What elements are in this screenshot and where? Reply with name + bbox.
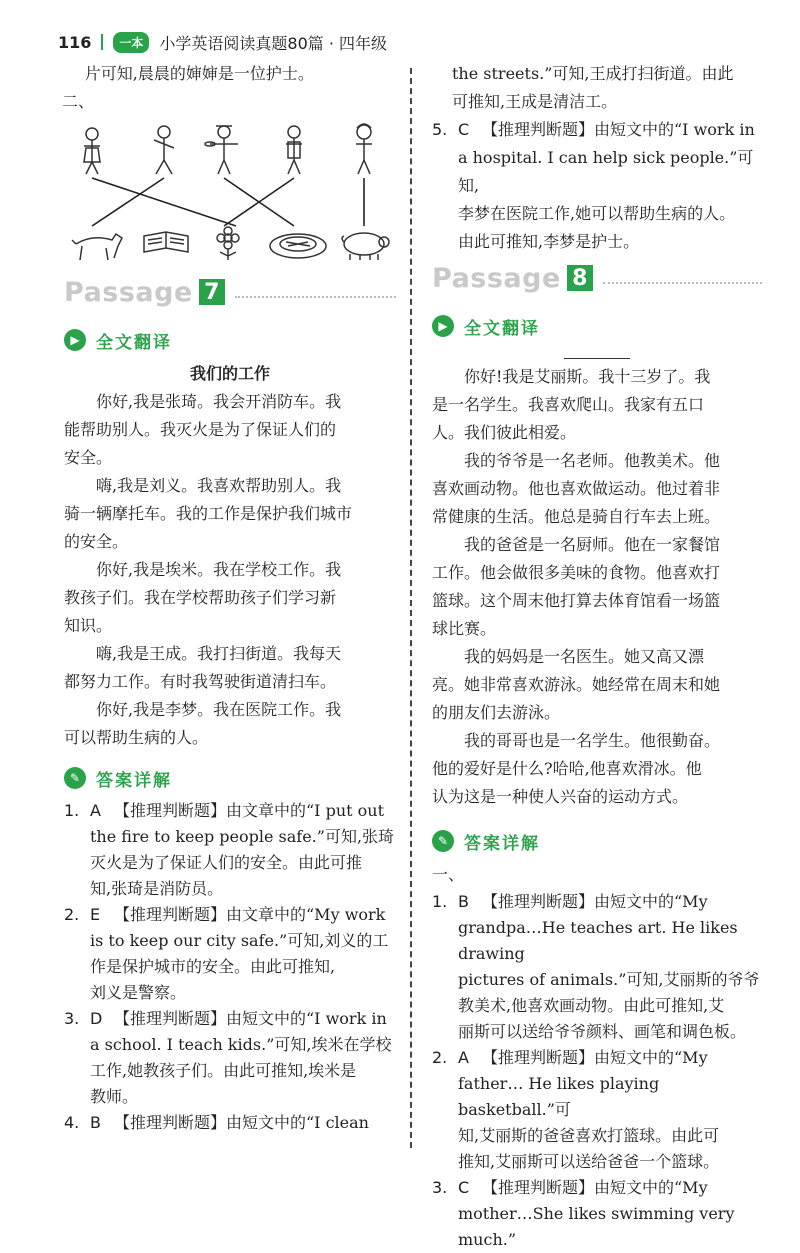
continued-line: 片可知,晨晨的婶婶是一位护士。 (84, 64, 314, 83)
dog-figure (72, 234, 122, 260)
para-line: 的朋友们去游泳。 (432, 703, 561, 722)
answer-line: 由此可推知,李梦是护士。 (458, 232, 640, 251)
passage-label: Passage (432, 262, 561, 294)
para-line: 骑一辆摩托车。我的工作是保护我们城市 (64, 504, 353, 523)
answer-letter: B (90, 1113, 101, 1132)
passage-7-heading (64, 270, 396, 314)
matching-figure (64, 120, 394, 270)
answer-text (458, 1045, 762, 1175)
para-line: 知识。 (64, 616, 113, 635)
passage-number: 7 (199, 279, 225, 305)
play-icon: ▶ (432, 315, 454, 337)
passage-number: 8 (567, 265, 593, 291)
answer-line: 【推理判断题】由短文中的“My (482, 892, 708, 911)
article-title: 我们的工作 (189, 364, 270, 383)
person-figure (356, 124, 372, 174)
para-line: 他的爱好是什么?哈哈,他喜欢滑冰。他 (432, 759, 702, 778)
title-blank-line (564, 358, 630, 359)
answer-line: 【推理判断题】由短文中的“My (482, 1048, 708, 1067)
answer-item (432, 116, 762, 256)
page-header (58, 28, 387, 56)
para-line: 你好,我是李梦。我在医院工作。我 (96, 700, 342, 719)
para-line: 人。我们彼此相爱。 (432, 423, 577, 442)
answer-text (90, 1006, 396, 1110)
translation-text (64, 388, 396, 752)
matching-illustration (64, 120, 394, 270)
brand-logo: 一本 (113, 32, 149, 53)
para-line: 教孩子们。我在学校帮助孩子们学习新 (64, 588, 337, 607)
para-line: 我的爷爷是一名老师。他教美术。他 (464, 451, 721, 470)
answer-letter: C (458, 1178, 470, 1197)
page-number: 116 (58, 32, 92, 52)
answer-number: 2. (64, 905, 80, 924)
para-line: 是一名学生。我喜欢爬山。我家有五口 (432, 395, 705, 414)
food-plate-figure (270, 234, 326, 258)
book-figure (144, 232, 188, 252)
para-line: 安全。 (64, 448, 113, 467)
para-line: 你好,我是埃米。我在学校工作。我 (96, 560, 342, 579)
answer-letter: C (458, 120, 470, 139)
header-separator (101, 34, 103, 50)
para-line: 我的妈妈是一名医生。她又高又漂 (464, 647, 705, 666)
passage-8-heading (432, 256, 762, 300)
pig-figure (342, 233, 389, 260)
right-column (432, 60, 762, 1253)
answer-line: 【推理判断题】由短文中的“I clean (114, 1113, 369, 1132)
answer-line: 李梦在医院工作,她可以帮助生病的人。 (458, 204, 736, 223)
answer-number: 5. (432, 120, 448, 139)
answer-number: 4. (64, 1113, 80, 1132)
continued-line: 可推知,王成是清洁工。 (452, 92, 618, 111)
answer-line: 丽斯可以送给爷爷颜料、画笔和调色板。 (458, 1022, 747, 1041)
answer-line: 【推理判断题】由短文中的“I work in (482, 120, 755, 139)
answer-text (90, 798, 396, 902)
translation-heading (64, 320, 396, 360)
answer-item (432, 889, 762, 1045)
play-icon: ▶ (64, 329, 86, 351)
answer-text (90, 902, 396, 1006)
section-title: 答案详解 (96, 770, 172, 791)
translation-text (432, 363, 762, 811)
answer-line: 【推理判断题】由文章中的“I put out (114, 801, 385, 820)
answer-item (64, 902, 396, 1006)
section-title: 全文翻译 (96, 332, 172, 353)
answer-icon: ✎ (432, 830, 454, 852)
para-line: 嗨,我是王成。我打扫街道。我每天 (96, 644, 342, 663)
section-title: 答案详解 (464, 833, 540, 854)
para-line: 喜欢画动物。他也喜欢做运动。他过着非 (432, 479, 721, 498)
answer-line: is to keep our city safe.”可知,刘义的工 (90, 931, 389, 950)
para-line: 你好,我是张琦。我会开消防车。我 (96, 392, 342, 411)
answer-item (64, 1006, 396, 1110)
answer-list (64, 798, 396, 1136)
answer-item (432, 1175, 762, 1253)
book-title: 小学英语阅读真题80篇 · 四年级 (159, 33, 388, 53)
section-title: 全文翻译 (464, 318, 540, 339)
answer-text (458, 889, 762, 1045)
answer-list (432, 889, 762, 1253)
flower-figure (217, 227, 239, 260)
section-two-label: 二、 (62, 92, 95, 111)
para-line: 亮。她非常喜欢游泳。她经常在周末和她 (432, 675, 721, 694)
answer-line: 教师。 (90, 1087, 139, 1106)
answer-line: the fire to keep people safe.”可知,张琦 (90, 827, 395, 846)
para-line: 嗨,我是刘义。我喜欢帮助别人。我 (96, 476, 342, 495)
translation-heading (432, 306, 762, 346)
answer-icon: ✎ (64, 767, 86, 789)
answer-line: pictures of animals.”可知,艾丽斯的爷爷 (458, 970, 760, 989)
para-line: 球比赛。 (432, 619, 497, 638)
answer-letter: B (458, 892, 469, 911)
answer-text (458, 116, 762, 256)
answer-line: a school. I teach kids.”可知,埃米在学校 (90, 1035, 392, 1054)
para-line: 常健康的生活。他总是骑自行车去上班。 (432, 507, 721, 526)
answer-number: 3. (64, 1009, 80, 1028)
answer-letter: A (458, 1048, 469, 1067)
answer-line: 灭火是为了保证人们的安全。由此可推 (90, 853, 363, 872)
person-figure (154, 126, 174, 174)
answer-number: 1. (432, 892, 448, 911)
answer-text (458, 1175, 762, 1253)
continued-line: the streets.”可知,王成打扫街道。由此 (452, 64, 734, 83)
para-line: 认为这是一种使人兴奋的运动方式。 (432, 787, 689, 806)
answer-item (64, 798, 396, 902)
answer-line: 知,艾丽斯的爸爸喜欢打篮球。由此可 (458, 1126, 720, 1145)
para-line: 都努力工作。有时我驾驶街道清扫车。 (64, 672, 337, 691)
answer-line: 推知,艾丽斯可以送给爸爸一个篮球。 (458, 1152, 720, 1171)
para-line: 你好!我是艾丽斯。我十三岁了。我 (464, 367, 711, 386)
para-line: 我的爸爸是一名厨师。他在一家餐馆 (464, 535, 721, 554)
para-line: 工作。他会做很多美味的食物。他喜欢打 (432, 563, 721, 582)
answer-line: 作是保护城市的安全。由此可推知, (90, 957, 336, 976)
para-line: 篮球。这个周末他打算去体育馆看一场篮 (432, 591, 721, 610)
dotted-rule (235, 296, 396, 298)
answers-heading (432, 821, 762, 861)
person-figure (286, 126, 302, 174)
left-column (64, 60, 396, 1136)
answer-line: mother…She likes swimming very much.” (458, 1204, 735, 1249)
answer-letter: D (90, 1009, 103, 1028)
answer-item (64, 1110, 396, 1136)
answer-letter: A (90, 801, 101, 820)
answer-line: 【推理判断题】由短文中的“I work in (114, 1009, 387, 1028)
passage-label: Passage (64, 276, 193, 308)
person-figure (205, 126, 238, 174)
para-line: 的安全。 (64, 532, 129, 551)
answer-letter: E (90, 905, 101, 924)
para-line: 能帮助别人。我灭火是为了保证人们的 (64, 420, 337, 439)
answer-line: 工作,她教孩子们。由此可推知,埃米是 (90, 1061, 357, 1080)
answer-text (114, 1110, 396, 1136)
answer-line: father… He likes playing basketball.”可 (458, 1074, 660, 1119)
answer-line: 【推理判断题】由短文中的“My (482, 1178, 708, 1197)
para-line: 我的哥哥也是一名学生。他很勤奋。 (464, 731, 721, 750)
answer-line: 教美术,他喜欢画动物。由此可推知,艾 (458, 996, 725, 1015)
answer-line: 知,张琦是消防员。 (90, 879, 224, 898)
answer-item (432, 1045, 762, 1175)
answer-line: 【推理判断题】由文章中的“My work (114, 905, 386, 924)
section-one-label: 一、 (432, 865, 465, 884)
person-figure (84, 128, 100, 174)
answer-number: 3. (432, 1178, 448, 1197)
answer-number: 1. (64, 801, 80, 820)
para-line: 可以帮助生病的人。 (64, 728, 209, 747)
column-divider (410, 68, 412, 1148)
answer-line: grandpa…He teaches art. He likes drawing (458, 918, 738, 963)
answer-line: 刘义是警察。 (90, 983, 187, 1002)
answer-line: a hospital. I can help sick people.”可知, (458, 148, 754, 195)
answers-heading (64, 758, 396, 798)
dotted-rule (603, 282, 762, 284)
answer-number: 2. (432, 1048, 448, 1067)
